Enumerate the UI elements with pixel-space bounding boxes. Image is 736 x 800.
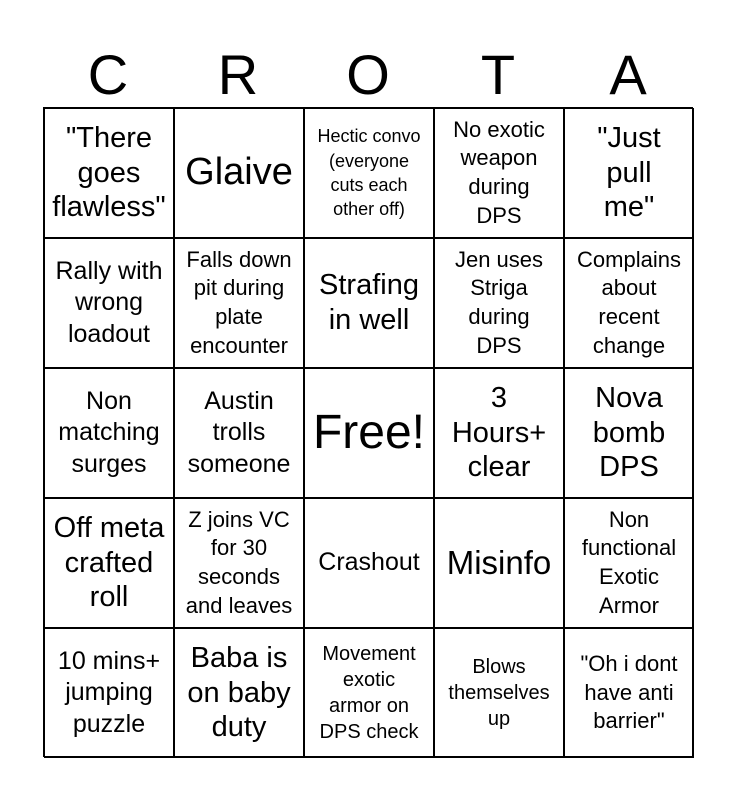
- cell-text: Austin trolls someone: [187, 387, 291, 478]
- bingo-cell[interactable]: [174, 628, 304, 758]
- bingo-cell[interactable]: [304, 628, 434, 758]
- bingo-cell[interactable]: [564, 108, 694, 238]
- bingo-cell-free[interactable]: [304, 368, 434, 498]
- bingo-cell[interactable]: [174, 368, 304, 498]
- bingo-cell[interactable]: [564, 628, 694, 758]
- bingo-cell[interactable]: [304, 238, 434, 368]
- cell-text: Misinfo: [446, 544, 552, 582]
- cell-text: Z joins VC for 30 seconds and leaves: [185, 506, 293, 618]
- bingo-cell[interactable]: [434, 498, 564, 628]
- bingo-cell[interactable]: [44, 238, 174, 368]
- bingo-cell[interactable]: [434, 368, 564, 498]
- bingo-cell[interactable]: [174, 238, 304, 368]
- bingo-cell[interactable]: [44, 368, 174, 498]
- header-letter-r: R: [217, 43, 259, 106]
- cell-text: Baba is on baby duty: [187, 641, 291, 744]
- bingo-cell[interactable]: [304, 498, 434, 628]
- cell-text: 10 mins+ jumping puzzle: [57, 647, 161, 738]
- cell-text: Blows themselves up: [448, 656, 550, 730]
- bingo-cell[interactable]: [304, 108, 434, 238]
- cell-text: Complains about recent change: [577, 246, 681, 358]
- cell-text: "Oh i dont have anti barrier": [580, 651, 678, 734]
- header-letter-t: T: [480, 43, 516, 106]
- cell-text: "There goes flawless": [52, 121, 166, 224]
- bingo-cell[interactable]: [434, 628, 564, 758]
- cell-text: Crashout: [318, 548, 420, 577]
- bingo-cell[interactable]: [434, 108, 564, 238]
- bingo-cell[interactable]: [44, 108, 174, 238]
- cell-text: Non matching surges: [58, 387, 160, 478]
- header-letter-a: A: [609, 43, 647, 106]
- bingo-header: [43, 44, 693, 106]
- cell-text: Hectic convo (everyone cuts each other off): [317, 126, 421, 220]
- cell-text: Jen uses Striga during DPS: [454, 246, 544, 358]
- cell-text: Off meta crafted roll: [53, 511, 165, 614]
- cell-text: 3 Hours+ clear: [451, 381, 547, 484]
- bingo-cell[interactable]: [564, 238, 694, 368]
- cell-text: Rally with wrong loadout: [55, 257, 163, 348]
- bingo-card: [43, 107, 693, 757]
- cell-text: Glaive: [185, 151, 293, 194]
- header-letter-o: O: [346, 43, 390, 106]
- bingo-cell[interactable]: [564, 498, 694, 628]
- cell-text: Movement exotic armor on DPS check: [319, 643, 419, 743]
- cell-text: Free!: [312, 405, 426, 459]
- header-letter-c: C: [87, 43, 129, 106]
- bingo-cell[interactable]: [174, 108, 304, 238]
- cell-text: No exotic weapon during DPS: [453, 116, 545, 228]
- bingo-cell[interactable]: [44, 498, 174, 628]
- cell-text: Nova bomb DPS: [592, 381, 666, 484]
- bingo-cell[interactable]: [434, 238, 564, 368]
- cell-text: Falls down pit during plate encounter: [186, 246, 292, 358]
- cell-text: Non functional Exotic Armor: [581, 506, 677, 618]
- bingo-cell[interactable]: [564, 368, 694, 498]
- bingo-cell[interactable]: [174, 498, 304, 628]
- cell-text: "Just pull me": [597, 121, 661, 224]
- cell-text: Strafing in well: [319, 269, 419, 336]
- bingo-cell[interactable]: [44, 628, 174, 758]
